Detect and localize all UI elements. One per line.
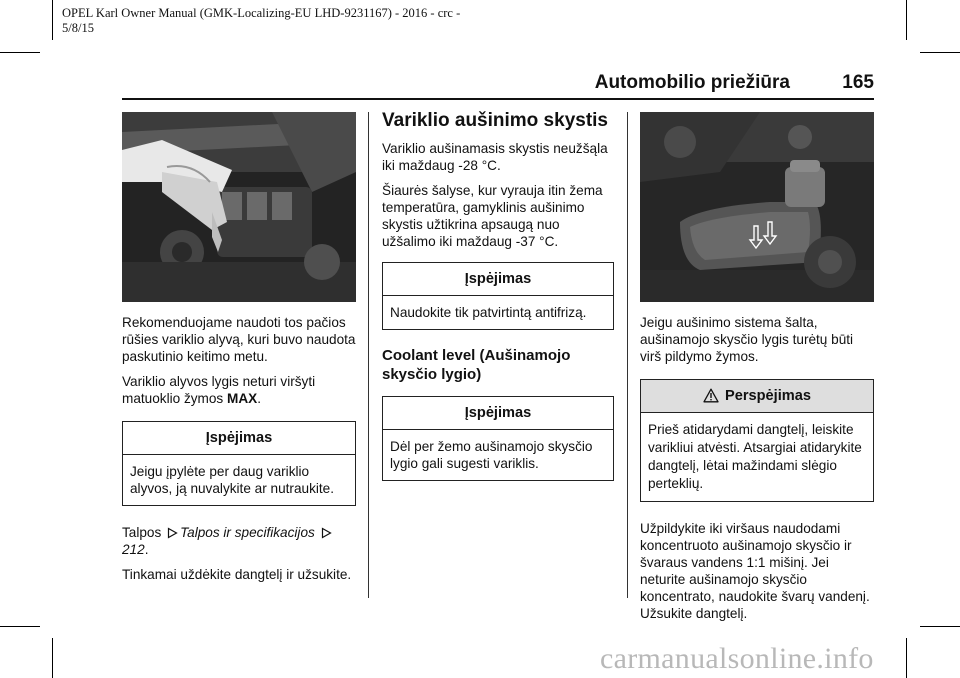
warning-box-title: Įspėjimas (383, 397, 613, 430)
reference-end: . (144, 542, 149, 557)
coolant-north-text: Šiaurės šalyse, kur vyrauja itin žema temperatūra, gamyklinis aušinimo skystis užtikrina apsaugą nuo užšalimo iki maždaug -37 °C. (382, 183, 603, 249)
meta-line: OPEL Karl Owner Manual (GMK-Localizing-EU LHD-9231167) - 2016 - crc - (62, 6, 461, 20)
max-mark-label: MAX (227, 391, 258, 406)
coolant-cold-level-text: Jeigu aušinimo sistema šalta, aušinamojo skysčio lygis turėtų būti virš pildymo žymos. (640, 315, 854, 364)
section-title: Automobilio priežiūra (594, 72, 790, 93)
crop-mark (0, 626, 40, 627)
engine-oil-filling-photo (122, 112, 356, 302)
column-left (122, 112, 356, 591)
column-middle (382, 112, 614, 495)
caution-box (640, 379, 874, 502)
warning-box-title: Įspėjimas (383, 263, 613, 296)
warning-box-text: Dėl per žemo aušinamojo skysčio lygio gali sugesti variklis. (390, 439, 593, 471)
caution-box-title (641, 380, 873, 413)
reference-page[interactable]: 212 (122, 542, 145, 557)
warning-box-text: Naudokite tik patvirtintą antifrizą. (390, 305, 587, 320)
oil-level-text (122, 373, 356, 407)
column-divider (627, 112, 628, 598)
coolant-fill-text: Užpildykite iki viršaus naudodami koncentruoto aušinamojo skysčio ir švaraus vandens 1:1 mišinį. Jei neturite aušinamojo skysčio koncentrato, naudokite švarų vandenį. Užsukite dangtelį. (640, 521, 870, 621)
crop-mark (906, 638, 907, 678)
reference-lead: Talpos (122, 525, 166, 540)
coolant-heading: Variklio aušinimo skystis (382, 110, 608, 131)
page-number: 165 (842, 72, 874, 93)
reference-link[interactable]: Talpos ir specifikacijos (180, 525, 315, 540)
warning-box-text: Jeigu įpylėte per daug variklio alyvos, ją nuvalykite ar nutraukite. (130, 464, 335, 496)
coolant-reservoir-photo (640, 112, 874, 302)
caution-title-text: Perspėjimas (725, 388, 811, 404)
meta-date: 5/8/15 (62, 21, 94, 35)
warning-box-title: Įspėjimas (123, 422, 355, 455)
watermark: carmanualsonline.info (600, 642, 874, 675)
crop-mark (0, 52, 40, 53)
column-right (640, 112, 874, 630)
header-rule (122, 98, 874, 100)
warning-box-antifreeze (382, 262, 614, 330)
crop-mark (52, 638, 53, 678)
page-header (122, 70, 874, 100)
column-divider (368, 112, 369, 598)
warning-box-oil (122, 421, 356, 506)
cap-instruction-text: Tinkamai uždėkite dangtelį ir užsukite. (122, 567, 352, 582)
oil-recommendation-text: Rekomenduojame naudoti tos pačios rūšies variklio alyvą, kuri buvo naudota paskutinio keitimo metu. (122, 315, 356, 364)
oil-level-text-end: . (257, 391, 262, 406)
crop-mark (920, 626, 960, 627)
coolant-level-subheading: Coolant level (Aušinamojo skysčio lygio) (382, 347, 571, 383)
capacity-reference (122, 524, 356, 558)
crop-mark (906, 0, 907, 40)
reference-arrow-icon (167, 527, 178, 539)
crop-mark (52, 0, 53, 40)
warning-triangle-icon (703, 388, 719, 403)
oil-level-text-main: Variklio alyvos lygis neturi viršyti matuoklio žymos (122, 374, 316, 406)
reference-arrow-icon (321, 527, 332, 539)
document-meta (62, 6, 460, 36)
warning-box-low-coolant (382, 396, 614, 481)
crop-mark (920, 52, 960, 53)
coolant-freeze-text: Variklio aušinamasis skystis neužšąla iki maždaug -28 °C. (382, 141, 608, 173)
caution-box-text: Prieš atidarydami dangtelį, leiskite varikliui atvėsti. Atsargiai atidarykite dangtelį, lėtai mažindami slėgio perteklių. (648, 422, 862, 491)
